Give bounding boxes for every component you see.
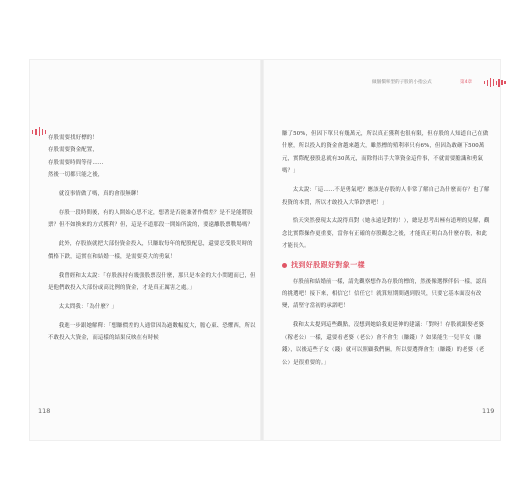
left-page xyxy=(30,60,262,440)
paragraph: 此外，存股族就把大部份資金投入，只賺取每年的配股配息，還要忍受股災時的價格下跌，這實在和結婚一樣，是需要莫大的勇氣！ xyxy=(48,241,253,260)
section-heading xyxy=(282,259,492,271)
paragraph: 太太說：「這……不是勇氣吧？應該是存股的人非常了解自己為什麼而存？也了解投資的本質，所以才敢投入大筆鈔票吧！」 xyxy=(282,187,490,206)
paragraph: 太太問我：「為什麼？」 xyxy=(58,303,118,310)
text-line: 然後一切都只能之後， xyxy=(48,172,104,179)
chapter-label: 第4章 xyxy=(460,80,473,85)
left-page-text xyxy=(48,132,258,351)
text-line: 存股需要時間等待…… xyxy=(48,159,104,166)
text-block xyxy=(48,132,258,182)
page-edge-marker-icon xyxy=(32,127,46,136)
text-line: 存股需要資金配置， xyxy=(48,147,98,154)
right-page-number: 119 xyxy=(482,407,495,415)
paragraph: 恰天突然發現太太說得真對（她永遠是對的！），總是思考出極有道理的見解，觀念比實際操作更重要，當你有正確的存股觀念之後，才能真正明白為什麼存股，和此才能長久。 xyxy=(282,218,490,250)
left-page-number: 118 xyxy=(38,407,51,415)
paragraph: 存股一段時間後，有的人開始心思不定，想著是否能兼著作價差？是不是能將股票？但不如換來的方式獲利？但，這是不道那段一開始所說的，要遠離股票戰場嗎？ xyxy=(48,210,254,229)
section-heading-text: 找到好股跟好對象一樣 xyxy=(291,261,365,270)
running-header xyxy=(372,78,492,88)
running-title: 做個價率型的子股的小指公式 xyxy=(372,80,432,85)
paragraph: 就沒事情做了嗎，真的會很無聊！ xyxy=(58,191,142,198)
right-page-text xyxy=(282,128,492,375)
bullet-dot-icon xyxy=(282,263,287,268)
paragraph: 我進一步跟她解釋：「想賺價差的人通常因為過數幅度大，膽心東、恐懼西，所以不敢投入大資金，而這樣的結果反映在有時候 xyxy=(48,322,256,342)
text-line: 存股需要找好標的！ xyxy=(48,135,98,141)
right-page xyxy=(262,60,500,440)
paragraph: 賺了50%，但因下單只有幾萬元，所以真正獲利也很有限，但存股的人知道自己在做什麼，所以投入的資金會越來越大，雖然標的殖利率只有6%，但因為敢砸下500萬元，實際配發股息就有30萬元，而除得出手大筆資金這件事，不就需要膽識和勇氣嗎？」 xyxy=(282,131,489,175)
paragraph: 存股前和結婚前一樣，請先觀察想作為存股的標的，然後像選擇伴侶一樣，認真的挑選吧！接下來，相信它！信任它！就算短期間遇到股災，只要它基本面沒有改變，請堅守當初的承諾吧！ xyxy=(282,278,487,310)
chapter-marker-icon xyxy=(484,78,506,87)
paragraph: 我曾經和太太說：「存股族持有幾張股票沒什麼，那只是本金的大小問題而已，但是他們敢投入大部份或高比例的資金，才是真正厲害之處。」 xyxy=(48,272,256,292)
paragraph: 我和太太提到這些觀點，沒想到她給我更延伸的建議：「對呀！存股就跟娶老婆（稼老公）一樣，還要看老婆（老公）會不會生（賺錢）？如果能生一兒半女（賺錢），以後這些子女（錢）就可以照顧我們倆，所以要選擇會生（賺錢）的老婆（老公）是很重要的。」 xyxy=(282,322,485,366)
